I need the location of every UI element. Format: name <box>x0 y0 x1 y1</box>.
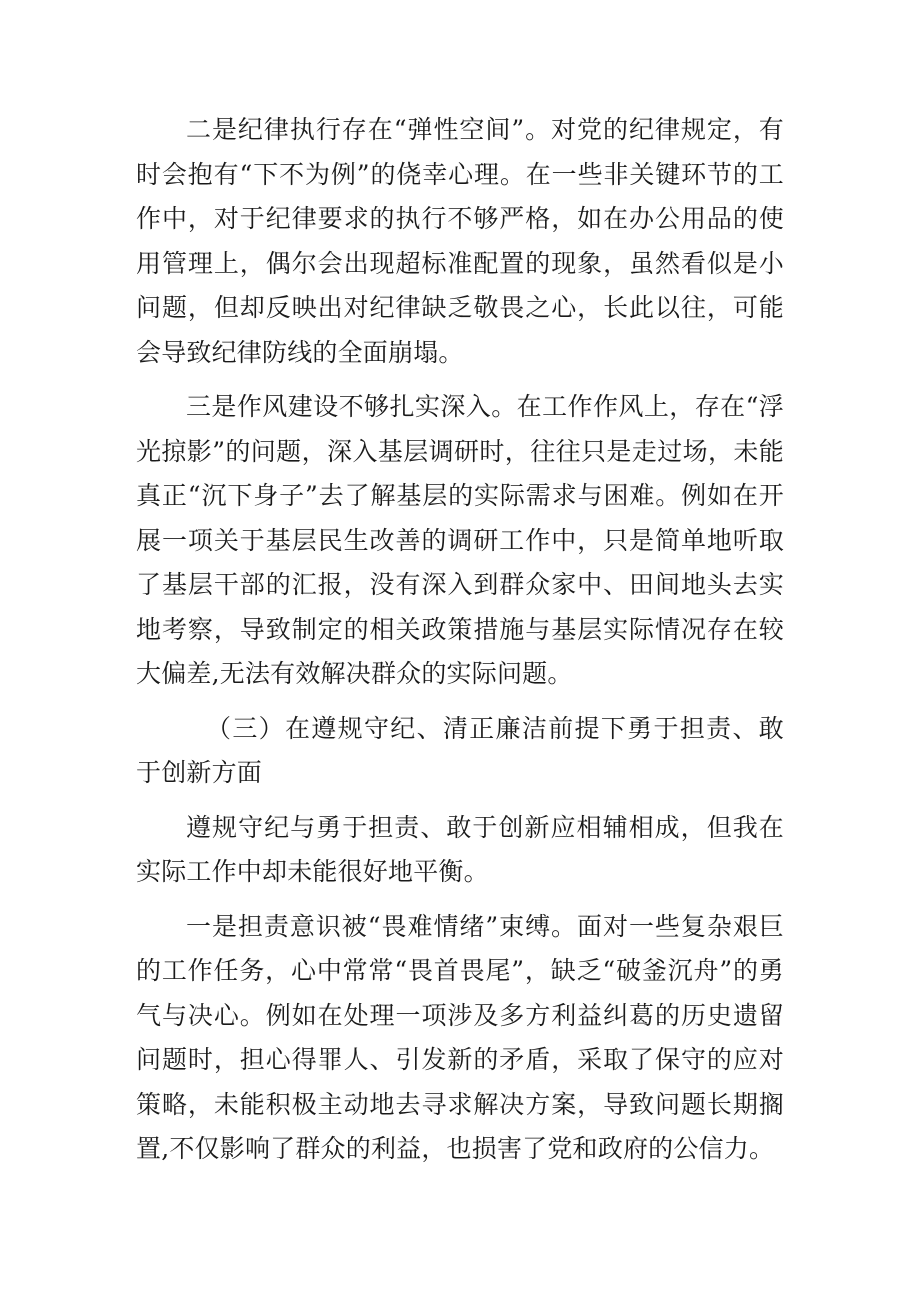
paragraph-discipline-flexibility: 二是纪律执行存在“弹性空间”。对党的纪律规定，有时会抱有“下不为例”的侥幸心理。在一些非关键环节的工作中，对于纪律要求的执行不够严格，如在办公用品的使用管理上，偶尔会出现超标准配置的现象，虽然看似是小问题，但却反映出对纪律缺乏敬畏之心，长此以往，可能会导致纪律防线的全面崩塌。 <box>136 115 784 367</box>
section-heading-three: （三）在遵规守纪、清正廉洁前提下勇于担责、敢于创新方面 <box>136 713 784 787</box>
paragraph-responsibility: 一是担责意识被“畏难情绪”束缚。面对一些复杂艰巨的工作任务，心中常常“畏首畏尾”，缺乏“破釜沉舟”的勇气与决心。例如在处理一项涉及多方利益纠葛的历史遗留问题时，担心得罪人、引发新的矛盾，采取了保守的应对策略，未能积极主动地去寻求解决方案，导致问题长期搁置,不仅影响了群众的利益，也损害了党和政府的公信力。 <box>136 911 784 1163</box>
paragraph-balance-intro: 遵规守纪与勇于担责、敢于创新应相辅相成，但我在实际工作中却未能很好地平衡。 <box>136 812 784 886</box>
document-body <box>136 108 784 1182</box>
paragraph-work-style: 三是作风建设不够扎实深入。在工作作风上，存在“浮光掠影”的问题，深入基层调研时，往往只是走过场，未能真正“沉下身子”去了解基层的实际需求与困难。例如在开展一项关于基层民生改善的调研工作中，只是简单地听取了基层干部的汇报，没有深入到群众家中、田间地头去实地考察，导致制定的相关政策措施与基层实际情况存在较大偏差,无法有效解决群众的实际问题。 <box>136 392 784 688</box>
